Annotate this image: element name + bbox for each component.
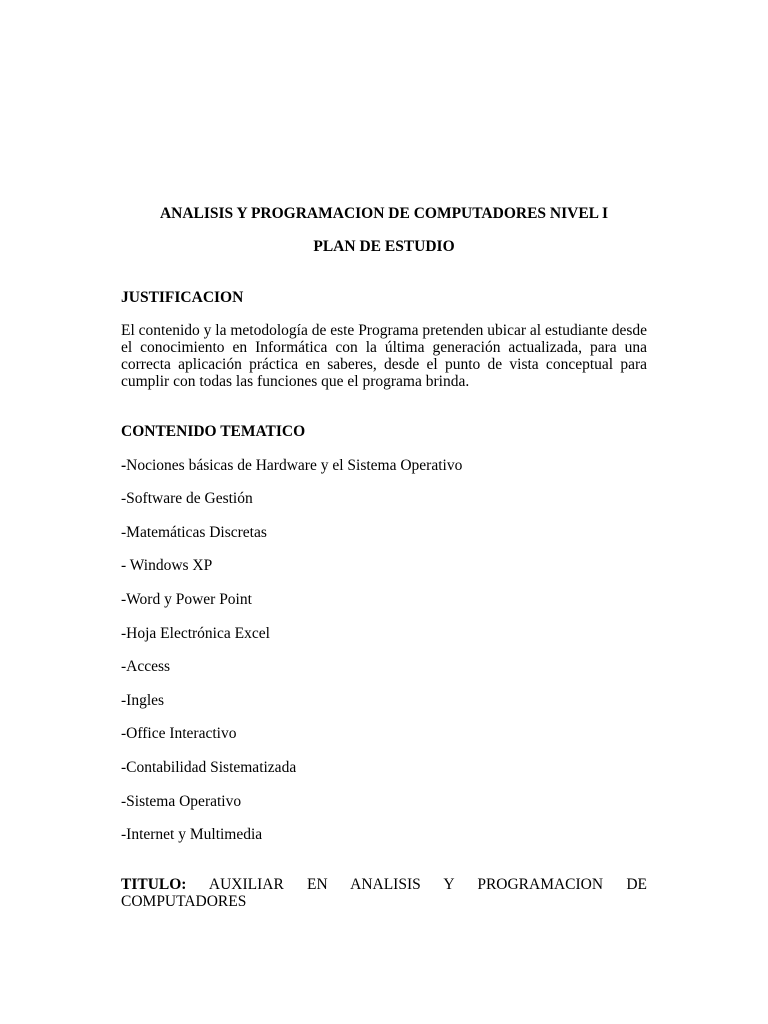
list-item: -Office Interactivo xyxy=(121,725,237,742)
document-subtitle: PLAN DE ESTUDIO xyxy=(313,238,455,255)
list-item xyxy=(121,457,462,474)
titulo-label: TITULO: xyxy=(121,876,187,893)
list-item: -Matemáticas Discretas xyxy=(121,524,267,541)
titulo-text: AUXILIAR EN ANALISIS Y PROGRAMACION DE COMPUTADORES xyxy=(121,876,647,910)
list-item: -Hoja Electrónica Excel xyxy=(121,625,270,642)
document-title: ANALISIS Y PROGRAMACION DE COMPUTADORES NIVEL I xyxy=(159,205,609,222)
contents-heading: CONTENIDO TEMATICO xyxy=(121,423,306,440)
list-item: -Software de Gestión xyxy=(121,490,253,507)
titulo-paragraph xyxy=(121,876,647,910)
list-item: -Ingles xyxy=(121,692,165,709)
list-item: - Windows XP xyxy=(121,557,213,574)
list-item: -Internet y Multimedia xyxy=(121,826,263,843)
list-item: -Sistema Operativo xyxy=(121,793,242,810)
list-item: -Contabilidad Sistematizada xyxy=(121,759,297,776)
list-item-text: Nociones básicas de Hardware y el Sistema Operativo xyxy=(126,457,463,474)
list-item-dash: - xyxy=(121,457,127,474)
list-item: -Access xyxy=(121,658,171,675)
list-item: -Word y Power Point xyxy=(121,591,252,608)
justification-heading: JUSTIFICACION xyxy=(121,289,244,306)
justification-paragraph: El contenido y la metodología de este Programa pretenden ubicar al estudiante desde el conocimiento en Informática con la última generación actualizada, para una correcta aplicación práctica en saberes, desde el punto de vista conceptual para cumplir con todas las funciones que el programa brinda. xyxy=(121,322,647,390)
